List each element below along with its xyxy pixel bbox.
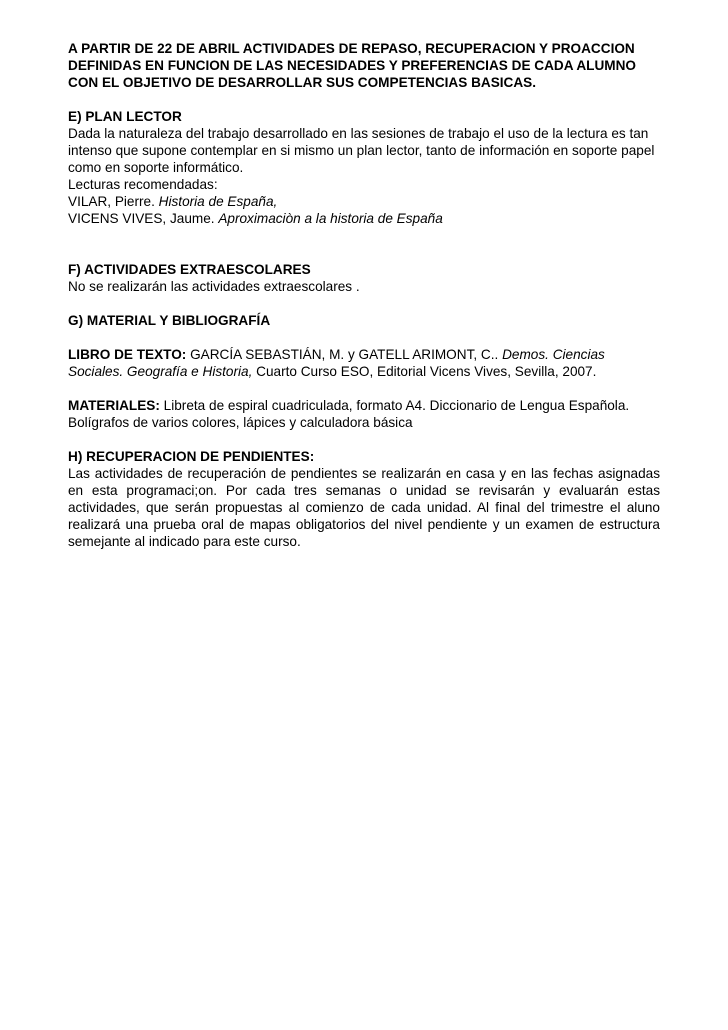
- body-line: Dada la naturaleza del trabajo desarrollado en las sesiones de trabajo el uso de la lectura es tan: [68, 126, 649, 141]
- body-line: como en soporte informático.: [68, 160, 244, 175]
- section-pendientes: [68, 448, 660, 550]
- intro-line: DEFINIDAS EN FUNCION DE LAS NECESIDADES Y PREFERENCIAS DE CADA ALUMNO: [68, 58, 636, 73]
- libro-title: Demos. Ciencias: [502, 347, 605, 362]
- libro-authors: GARCÍA SEBASTIÁN, M. y GATELL ARIMONT, C..: [186, 347, 503, 362]
- materiales-line: Bolígrafos de varios colores, lápices y calculadora básica: [68, 415, 413, 430]
- materiales-text: Libreta de espiral cuadriculada, formato A4. Diccionario de Lengua Española.: [159, 398, 630, 413]
- reference-title: Aproximaciòn a la historia de España: [218, 211, 443, 226]
- materiales-label: MATERIALES:: [68, 398, 160, 413]
- section-heading: F) ACTIVIDADES EXTRAESCOLARES: [68, 262, 311, 277]
- reference-author: VILAR, Pierre.: [68, 194, 159, 209]
- section-plan-lector: [68, 108, 660, 227]
- libro-label: LIBRO DE TEXTO:: [68, 347, 187, 362]
- reference-item: [68, 210, 660, 227]
- body-line: intenso que supone contemplar en si mismo un plan lector, tanto de información en soporte papel: [68, 143, 655, 158]
- body-line: No se realizarán las actividades extraescolares .: [68, 279, 360, 294]
- body-paragraph: Las actividades de recuperación de pendientes se realizarán en casa y en las fechas asignadas en esta programaci;on. Por cada tres semanas o unidad se revisarán y evaluarán estas actividades, que serán propuestas al comienzo de cada unidad. Al final del trimestre el aluno realizará una prueba oral de mapas obligatorios del nivel pendiente y un examen de estructura semejante al indicado para este curso.: [68, 466, 660, 549]
- section-heading: H) RECUPERACION DE PENDIENTES:: [68, 449, 315, 464]
- section-heading: E) PLAN LECTOR: [68, 109, 182, 124]
- lecturas-label: Lecturas recomendadas:: [68, 177, 218, 192]
- section-material: [68, 312, 660, 431]
- reference-item: [68, 193, 660, 210]
- libro-title: Sociales. Geografía e Historia,: [68, 364, 253, 379]
- materiales-line: [68, 397, 660, 414]
- section-extraescolares: [68, 261, 660, 295]
- intro-paragraph: [68, 40, 660, 91]
- section-heading: G) MATERIAL Y BIBLIOGRAFÍA: [68, 313, 271, 328]
- libro-line: [68, 346, 660, 363]
- document-page: [68, 40, 660, 550]
- intro-line: A PARTIR DE 22 DE ABRIL ACTIVIDADES DE REPASO, RECUPERACION Y PROACCION: [68, 41, 635, 56]
- reference-author: VICENS VIVES, Jaume.: [68, 211, 219, 226]
- reference-title: Historia de España,: [158, 194, 278, 209]
- libro-line: [68, 363, 660, 380]
- intro-line: CON EL OBJETIVO DE DESARROLLAR SUS COMPETENCIAS BASICAS.: [68, 75, 537, 90]
- libro-rest: Cuarto Curso ESO, Editorial Vicens Vives, Sevilla, 2007.: [252, 364, 597, 379]
